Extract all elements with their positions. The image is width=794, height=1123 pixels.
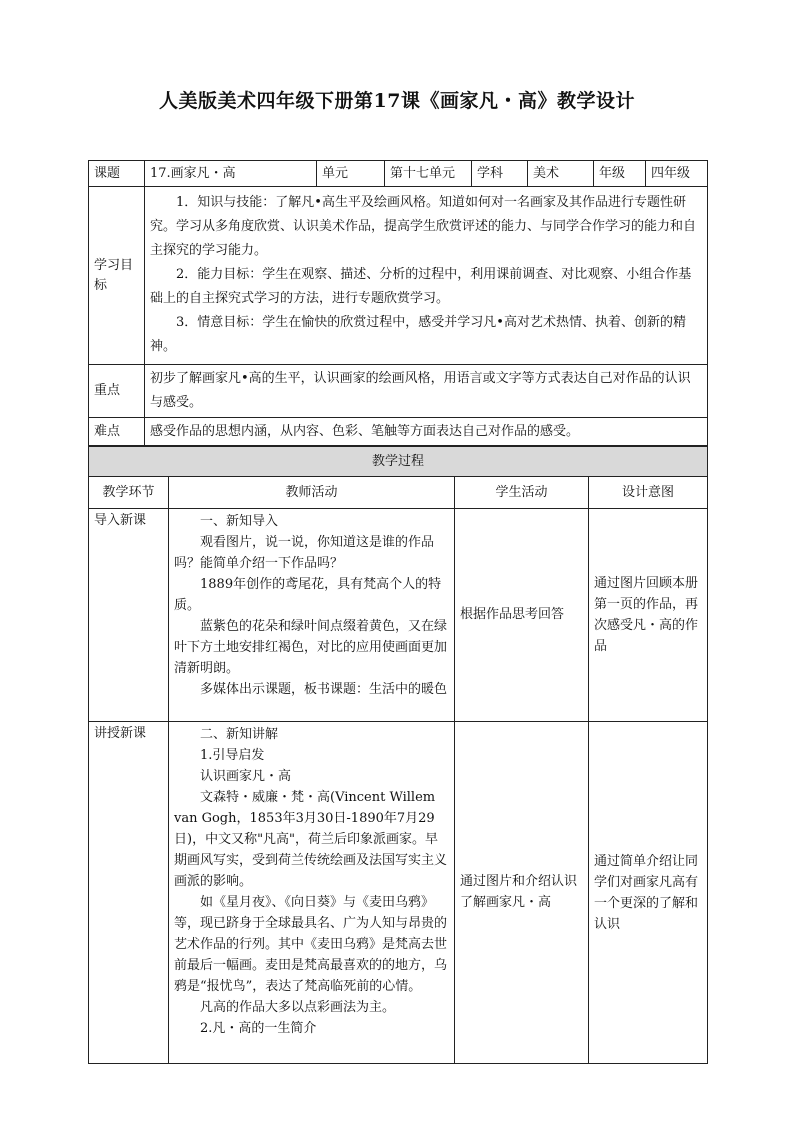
- student-activity-cell: 根据作品思考回答: [455, 509, 589, 722]
- difficulty-label: 难点: [89, 418, 145, 446]
- design-intent-cell: 通过简单介绍让同学们对画家凡高有一个更深的了解和认识: [589, 722, 708, 1064]
- teacher-activity-cell: [169, 722, 455, 1064]
- goal-item: 1．知识与技能：了解凡•高生平及绘画风格。知道如何对一名画家及其作品进行专题性研究。学习从多角度欣赏、认识美术作品，提高学生欣赏评述的能力、与同学合作学习的能力和自主探究的学习能力。: [150, 195, 697, 258]
- student-activity-cell: 通过图片和介绍认识了解画家凡・高: [455, 722, 589, 1064]
- teacher-line: 观看图片，说一说，你知道这是谁的作品吗？能简单介绍一下作品吗？: [174, 535, 435, 571]
- goals-label: 学习目标: [89, 187, 145, 365]
- design-intent-cell: 通过图片回顾本册第一页的作品，再次感受凡・高的作品: [589, 509, 708, 722]
- process-header-row: [89, 477, 708, 509]
- goals-content: [145, 187, 708, 365]
- column-header: 设计意图: [589, 477, 708, 509]
- column-header: 教师活动: [169, 477, 455, 509]
- teacher-line: 认识画家凡・高: [200, 769, 292, 784]
- teacher-line: 2.凡・高的一生简介: [200, 1021, 317, 1036]
- topic-label: 课题: [89, 161, 145, 187]
- key-point-text: 初步了解画家凡•高的生平，认识画家的绘画风格，用语言或文字等方式表达自己对作品的认识与感受。: [145, 365, 708, 418]
- goal-item: 3．情意目标：学生在愉快的欣赏过程中，感受并学习凡•高对艺术热情、执着、创新的精神。: [150, 315, 686, 354]
- teaching-process-table: [88, 446, 708, 1064]
- lesson-info-table: [88, 160, 708, 446]
- column-header: 教学环节: [89, 477, 169, 509]
- key-point-label: 重点: [89, 365, 145, 418]
- goal-item: 2．能力目标：学生在观察、描述、分析的过程中，利用课前调查、对比观察、小组合作基础上的自主探究式学习的方法，进行专题欣赏学习。: [150, 267, 692, 306]
- stage-cell: 导入新课: [89, 509, 169, 722]
- teacher-line: 如《星月夜》、《向日葵》与《麦田乌鸦》等，现已跻身于全球最具名、广为人知与昂贵的艺术作品的行列。其中《麦田乌鸦》是梵高去世前最后一幅画。麦田是梵高最喜欢的的地方，乌鸦是“报忧鸟”，表达了梵高临死前的心情。: [174, 895, 448, 994]
- stage-cell: 讲授新课: [89, 722, 169, 1064]
- grade-label: 年级: [594, 161, 646, 187]
- teacher-line: 文森特・威廉・梵・高(Vincent Willem van Gogh，1853年3月30日-1890年7月29日)，中文又称"凡高"，荷兰后印象派画家。早期画风写实，受到荷兰传统绘画及法国写实主义画派的影响。: [174, 790, 448, 889]
- topic-value: 17.画家凡・高: [145, 161, 317, 187]
- teacher-line: 蓝紫色的花朵和绿叶间点缀着黄色，又在绿叶下方土地安排红褐色，对比的应用使画面更加清新明朗。: [174, 619, 448, 676]
- teacher-line: 1.引导启发: [200, 748, 265, 763]
- goals-row: [89, 187, 708, 365]
- difficulty-row: [89, 418, 708, 446]
- subject-label: 学科: [472, 161, 528, 187]
- process-title: 教学过程: [89, 447, 708, 477]
- difficulty-text: 感受作品的思想内涵，从内容、色彩、笔触等方面表达自己对作品的感受。: [145, 418, 708, 446]
- teacher-line: 1889年创作的鸢尾花，具有梵高个人的特质。: [174, 577, 442, 613]
- column-header: 学生活动: [455, 477, 589, 509]
- teacher-line: 二、新知讲解: [200, 727, 279, 742]
- teacher-line: 多媒体出示课题，板书课题：生活中的暖色: [200, 682, 448, 697]
- subject-value: 美术: [528, 161, 594, 187]
- unit-value: 第十七单元: [385, 161, 472, 187]
- grade-value: 四年级: [646, 161, 708, 187]
- key-point-row: [89, 365, 708, 418]
- unit-label: 单元: [317, 161, 385, 187]
- table-row: [89, 722, 708, 1064]
- info-row: [89, 161, 708, 187]
- teacher-activity-cell: [169, 509, 455, 722]
- table-row: [89, 509, 708, 722]
- page-title: 人美版美术四年级下册第17课《画家凡・高》教学设计: [159, 90, 635, 112]
- teacher-line: 凡高的作品大多以点彩画法为主。: [200, 1000, 396, 1015]
- teacher-line: 一、新知导入: [200, 514, 279, 529]
